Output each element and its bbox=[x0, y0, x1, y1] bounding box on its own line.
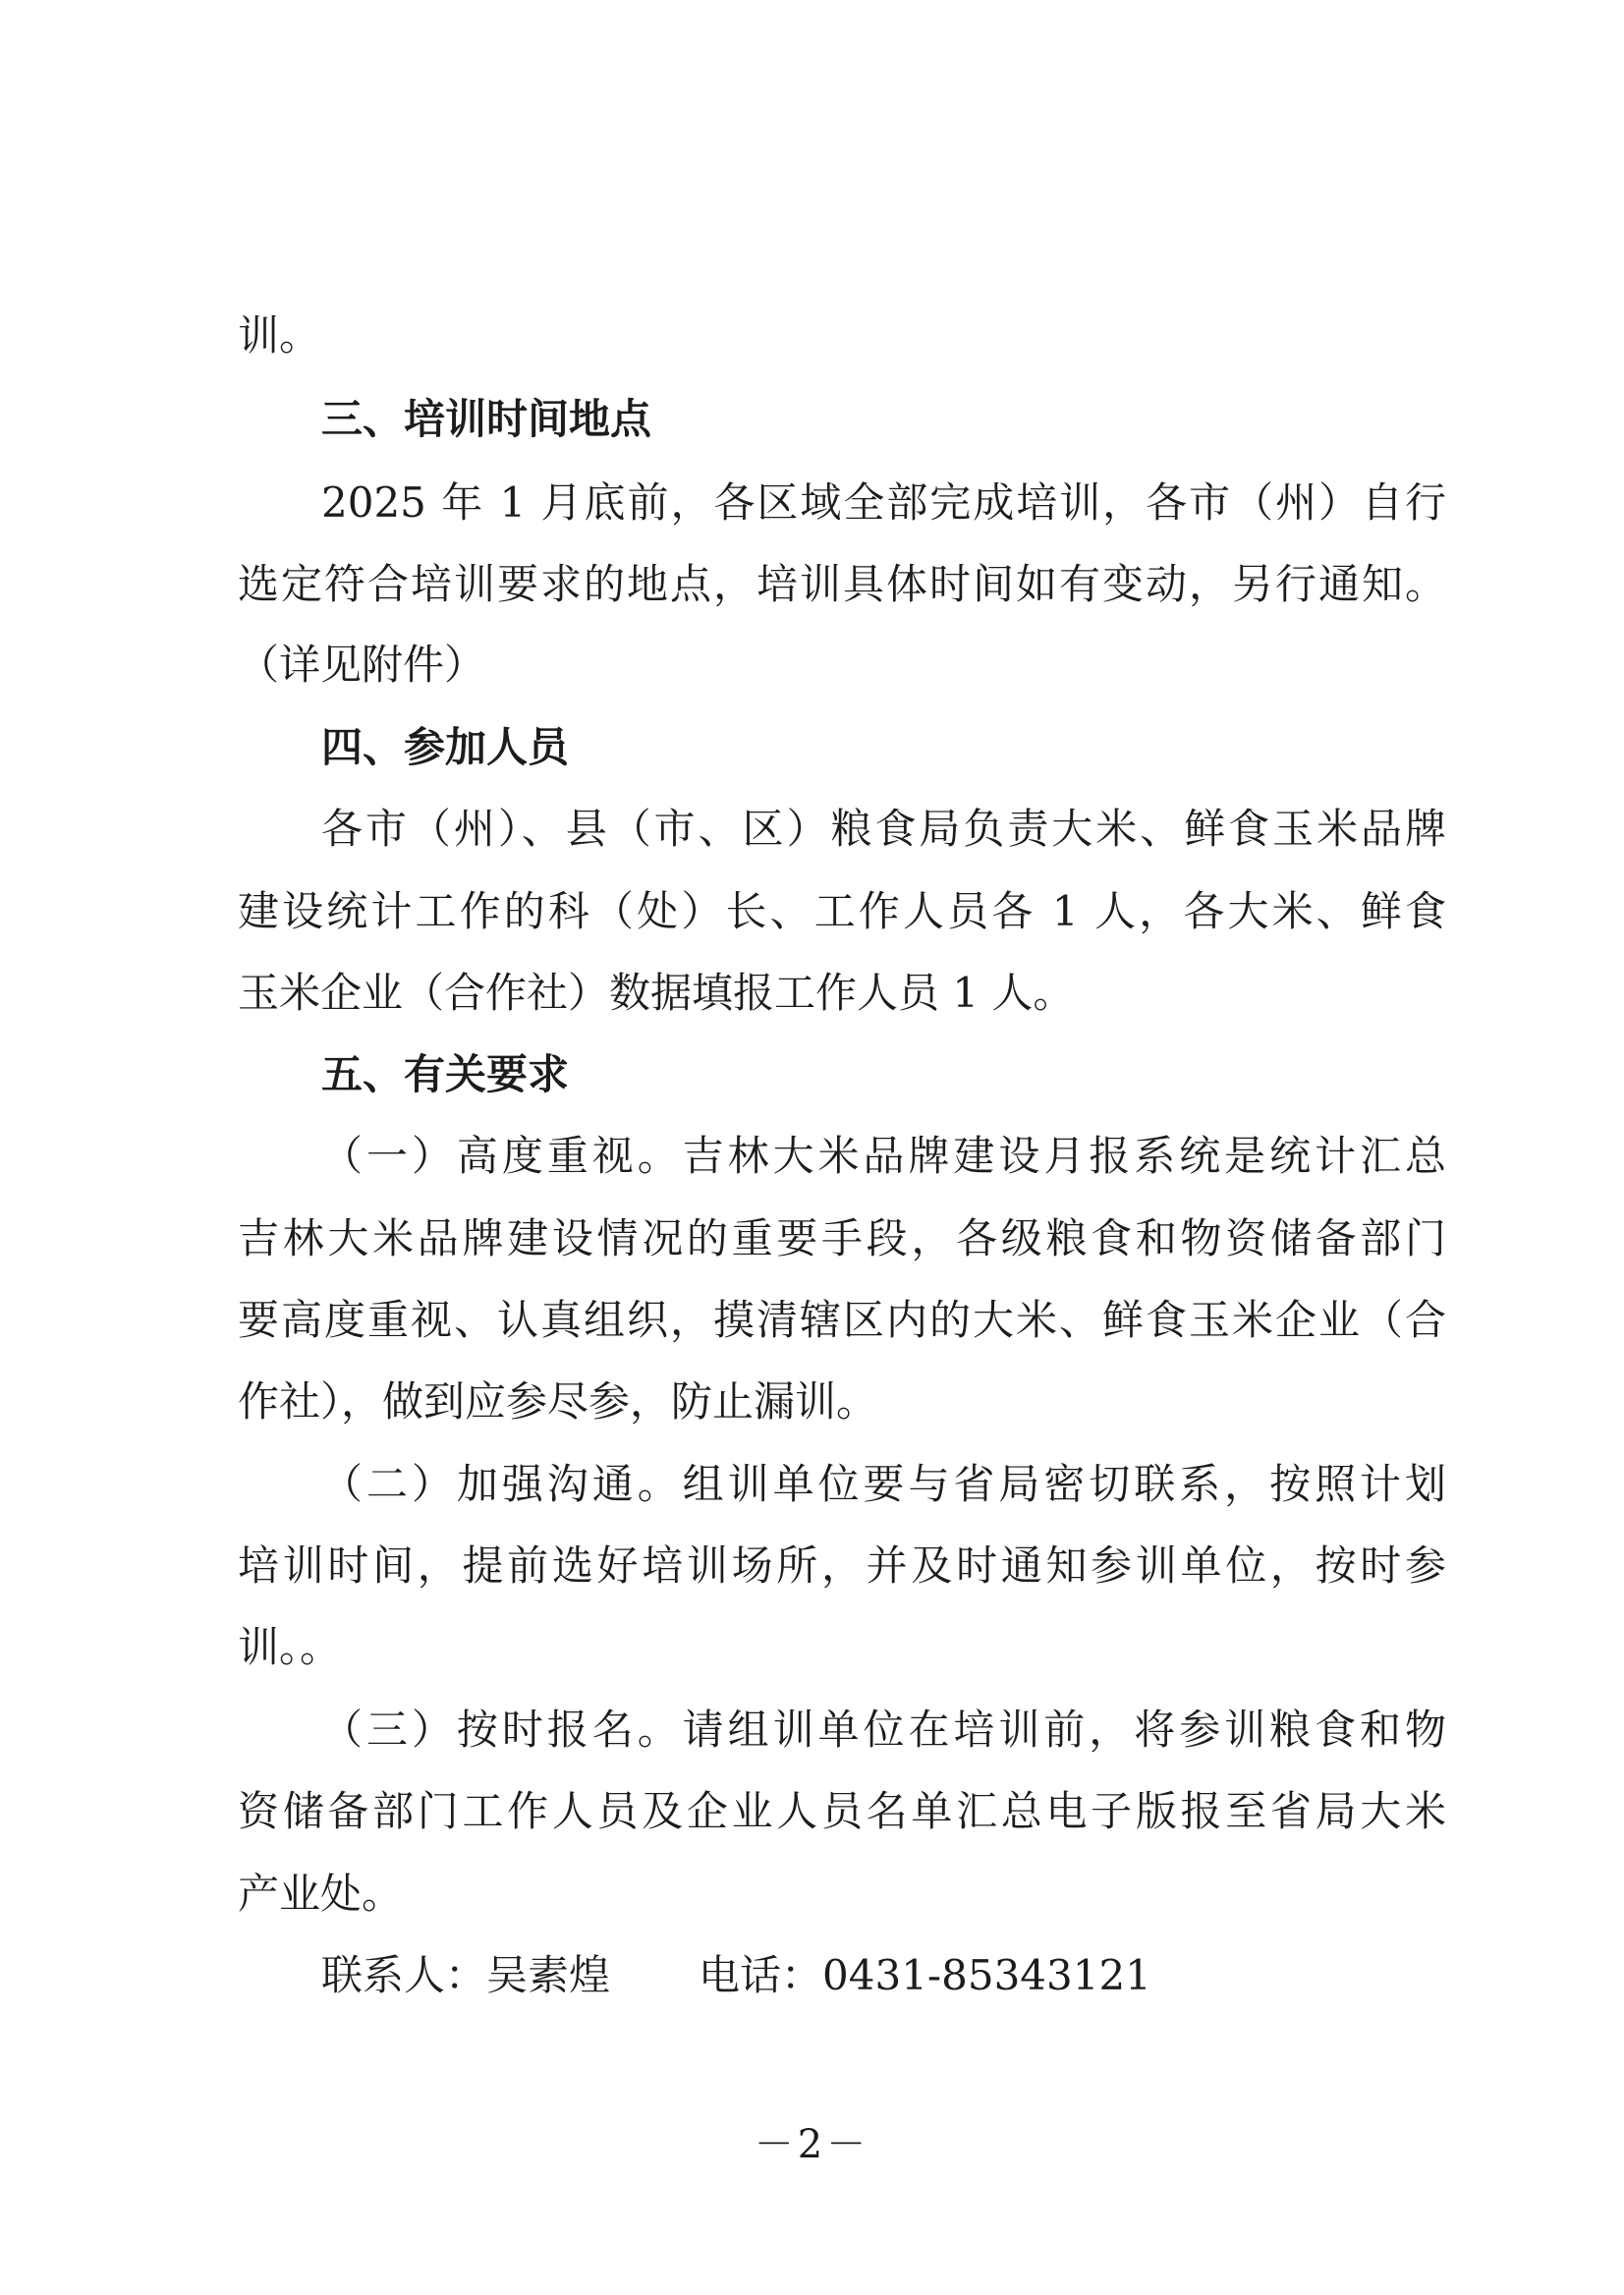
contact-phone-label: 电话： bbox=[699, 1951, 823, 1999]
contact-line bbox=[321, 1946, 1151, 2005]
text-line: 培训时间，提前选好培训场所，并及时通知参训单位，按时参 bbox=[238, 1541, 1446, 1590]
text-line: 选定符合培训要求的地点，培训具体时间如有变动，另行通知。 bbox=[238, 560, 1446, 608]
text-line: 资储备部门工作人员及企业人员名单汇总电子版报至省局大米 bbox=[238, 1787, 1446, 1835]
text-line: （二）加强沟通。组训单位要与省局密切联系，按照计划 bbox=[321, 1460, 1446, 1508]
text-line: 训。。 bbox=[238, 1623, 342, 1671]
text-line: 建设统计工作的科（处）长、工作人员各 1 人，各大米、鲜食 bbox=[238, 887, 1446, 935]
text-line: 吉林大米品牌建设情况的重要手段，各级粮食和物资储备部门 bbox=[238, 1214, 1446, 1262]
section-heading-requirements: 五、有关要求 bbox=[321, 1050, 570, 1098]
text-line: （一）高度重视。吉林大米品牌建设月报系统是统计汇总 bbox=[321, 1132, 1446, 1180]
text-line: 各市（州）、县（市、区）粮食局负责大米、鲜食玉米品牌 bbox=[321, 805, 1446, 853]
text-line: 训。 bbox=[238, 311, 321, 360]
section-heading-participants: 四、参加人员 bbox=[321, 723, 570, 771]
text-line: 产业处。 bbox=[238, 1870, 404, 1918]
text-line: （详见附件） bbox=[238, 641, 486, 689]
page-number: －2－ bbox=[754, 2122, 870, 2167]
contact-phone-number: 0431-85343121 bbox=[822, 1951, 1151, 1999]
contact-person-name: 吴素煌 bbox=[486, 1951, 611, 1999]
text-line: （三）按时报名。请组训单位在培训前，将参训粮食和物 bbox=[321, 1706, 1446, 1754]
contact-person-label: 联系人： bbox=[321, 1951, 487, 1999]
text-line: 2025 年 1 月底前，各区域全部完成培训，各市（州）自行 bbox=[321, 478, 1446, 527]
text-line: 玉米企业（合作社）数据填报工作人员 1 人。 bbox=[238, 969, 1075, 1017]
text-line: 要高度重视、认真组织，摸清辖区内的大米、鲜食玉米企业（合 bbox=[238, 1296, 1446, 1344]
text-line: 作社），做到应参尽参，防止漏训。 bbox=[238, 1377, 878, 1426]
section-heading-time-location: 三、培训时间地点 bbox=[321, 395, 652, 443]
